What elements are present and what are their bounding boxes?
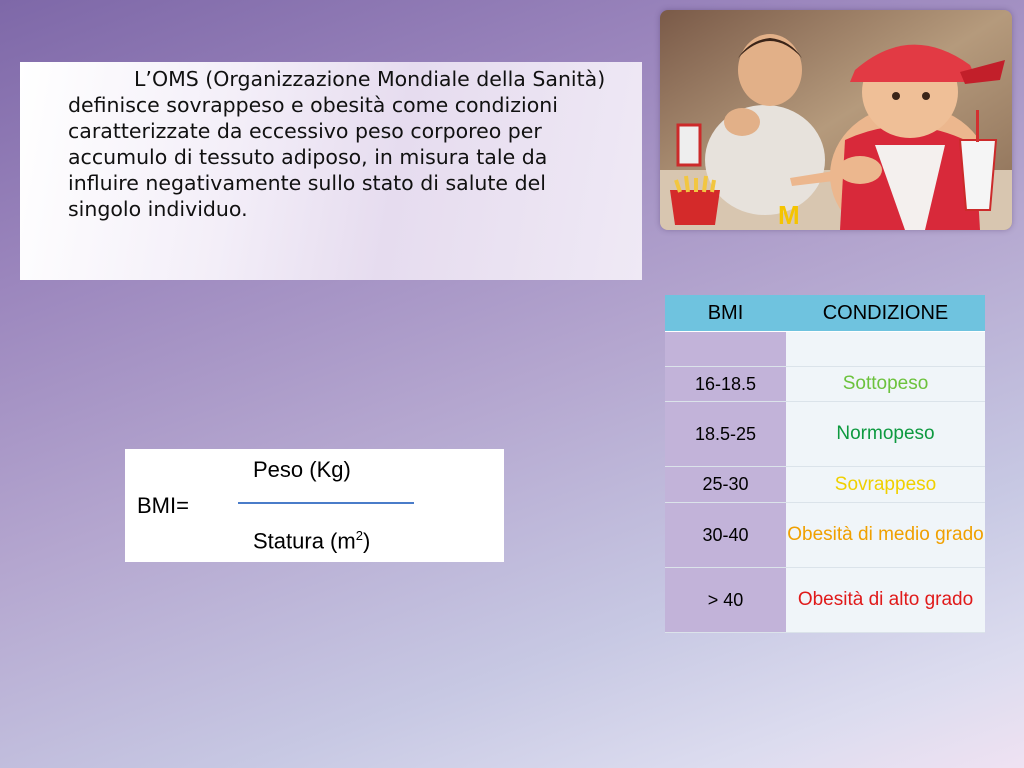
- table-header-row: [665, 295, 985, 332]
- table-cell-condition: Normopeso: [786, 402, 985, 467]
- table-cell-range: [665, 332, 786, 367]
- bmi-classification-table: [665, 295, 985, 633]
- table-cell-condition: Sottopeso: [786, 367, 985, 402]
- formula-denominator-text: Statura (m: [253, 528, 356, 554]
- table-cell-range: 18.5-25: [665, 402, 786, 467]
- formula-numerator: Peso (Kg): [253, 457, 351, 482]
- table-cell-condition: Obesità di medio grado: [786, 503, 985, 568]
- table-cell-range: 16-18.5: [665, 367, 786, 402]
- photo-illustration: [660, 10, 1012, 230]
- formula-fraction-bar: [238, 502, 414, 504]
- table-cell-range: > 40: [665, 568, 786, 633]
- table-row: [665, 402, 985, 467]
- children-eating-fast-food-photo: [660, 10, 1012, 230]
- formula-exponent: 2: [355, 528, 363, 543]
- table-cell-range: 25-30: [665, 467, 786, 503]
- bmi-formula: [125, 449, 504, 562]
- definition-textbox: [20, 62, 642, 280]
- table-cell-range: 30-40: [665, 503, 786, 568]
- table-row: [665, 568, 985, 633]
- definition-text: L’OMS (Organizzazione Mondiale della Sanità) definisce sovrappeso e obesità come condizioni caratterizzate da eccessivo peso corporeo per accumulo di tessuto adiposo, in misura tale da influire negativamente sullo stato di salute del singolo individuo.: [68, 67, 606, 221]
- table-header-bmi: BMI: [665, 295, 786, 332]
- table-cell-condition: Obesità di alto grado: [786, 568, 985, 633]
- table-cell-condition: Sovrappeso: [786, 467, 985, 503]
- table-row: [665, 367, 985, 402]
- table-row: [665, 467, 985, 503]
- svg-text:M: M: [778, 200, 800, 230]
- table-row: [665, 332, 985, 367]
- formula-denominator: [253, 528, 370, 554]
- formula-denominator-close: ): [362, 528, 371, 554]
- table-row: [665, 503, 985, 568]
- formula-lhs: BMI=: [137, 493, 189, 518]
- table-header-condizione: CONDIZIONE: [786, 295, 985, 332]
- table-cell-condition: [786, 332, 985, 367]
